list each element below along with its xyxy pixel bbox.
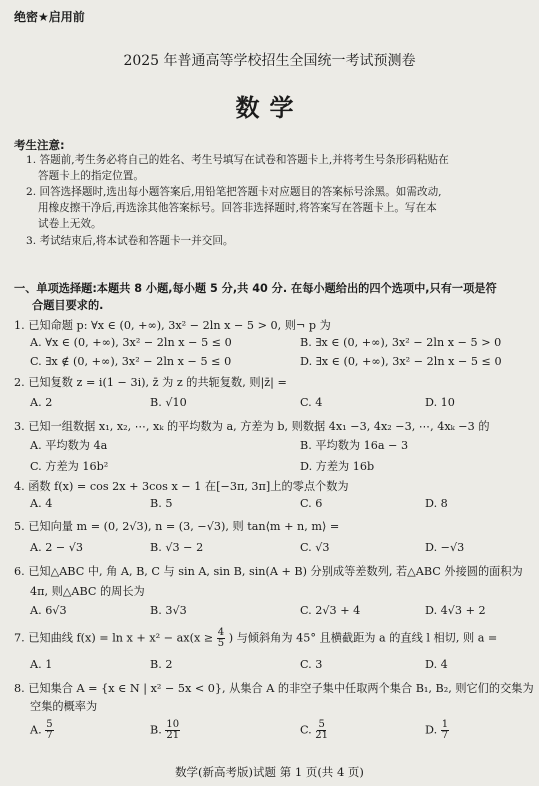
question-1-option-c: C. ∃x ∉ (0, +∞), 3x² − 2ln x − 5 ≤ 0 <box>30 355 232 368</box>
question-8-option-b <box>150 720 180 741</box>
fraction-numerator: 5 <box>318 719 325 730</box>
fraction-numerator: 10 <box>166 719 180 730</box>
question-2-stem: 2. 已知复数 z = i(1 − 3i), z̄ 为 z 的共轭复数, 则|z̄| = <box>14 376 287 389</box>
option-label: B. <box>150 723 162 737</box>
question-5-option-d: D. −√3 <box>425 541 465 554</box>
question-3-option-c: C. 方差为 16b² <box>30 460 109 473</box>
notice-line: 2. 回答选择题时,选出每小题答案后,用铅笔把答题卡对应题目的答案标号涂黑。如需改动, <box>26 186 442 198</box>
question-3-option-d: D. 方差为 16b <box>300 460 375 473</box>
question-6-stem-cont: 4π, 则△ABC 的周长为 <box>30 585 145 598</box>
option-fraction <box>315 720 328 741</box>
question-5-option-c: C. √3 <box>300 541 330 554</box>
question-4-stem: 4. 函数 f(x) = cos 2x + 3cos x − 1 在[−3π, 3π]上的零点个数为 <box>14 480 349 493</box>
question-7-stem <box>14 628 497 649</box>
question-6-option-a: A. 6√3 <box>30 604 67 617</box>
question-6-option-c: C. 2√3 + 4 <box>300 604 361 617</box>
option-fraction <box>165 720 180 741</box>
question-3-option-b: B. 平均数为 16a − 3 <box>300 439 409 452</box>
notice-heading: 考生注意: <box>14 138 65 152</box>
option-label: D. <box>425 723 438 737</box>
question-8-stem-cont: 空集的概率为 <box>30 700 98 713</box>
question-7-option-c: C. 3 <box>300 658 323 671</box>
question-4-option-d: D. 8 <box>425 497 448 510</box>
option-label: A. <box>30 723 42 737</box>
question-5-option-a: A. 2 − √3 <box>30 541 84 554</box>
section-heading: 一、单项选择题:本题共 8 小题,每小题 5 分,共 40 分. 在每小题给出的四个选项中,只有一项是符 <box>14 282 497 295</box>
page-footer: 数学(新高考版)试题 第 1 页(共 4 页) <box>175 765 364 779</box>
question-2-option-c: C. 4 <box>300 396 323 409</box>
question-6-option-b: B. 3√3 <box>150 604 187 617</box>
notice-line: 答题卡上的指定位置。 <box>38 170 144 182</box>
question-5-option-b: B. √3 − 2 <box>150 541 204 554</box>
question-8-option-c <box>300 720 328 741</box>
section-heading-cont: 合题目要求的. <box>32 299 104 312</box>
fraction-numerator: 5 <box>46 719 53 730</box>
notice-line: 3. 考试结束后,将本试卷和答题卡一并交回。 <box>26 235 234 247</box>
question-1-option-b: B. ∃x ∈ (0, +∞), 3x² − 2ln x − 5 > 0 <box>300 336 502 349</box>
question-2-option-b: B. √10 <box>150 396 187 409</box>
question-8-option-d <box>425 720 449 741</box>
fraction-denominator: 7 <box>441 730 449 741</box>
notice-line: 用橡皮擦干净后,再选涂其他答案标号。回答非选择题时,将答案写在答题卡上。写在本 <box>38 202 437 214</box>
question-2-option-a: A. 2 <box>30 396 53 409</box>
question-4-option-b: B. 5 <box>150 497 173 510</box>
option-fraction <box>441 720 449 741</box>
question-1-option-d: D. ∃x ∈ (0, +∞), 3x² − 2ln x − 5 ≤ 0 <box>300 355 502 368</box>
fraction-numerator: 1 <box>441 719 449 730</box>
question-5-stem: 5. 已知向量 m = (0, 2√3), n = (3, −√3), 则 tan⟨m + n, m⟩ = <box>14 520 340 533</box>
notice-line: 1. 答题前,考生务必将自己的姓名、考生号填写在试卷和答题卡上,并将考生号条形码粘贴在 <box>26 154 449 166</box>
question-8-stem: 8. 已知集合 A = {x ∈ N | x² − 5x < 0}, 从集合 A 的非空子集中任取两个集合 B₁, B₂, 则它们的交集为 <box>14 682 534 695</box>
notice-line: 试卷上无效。 <box>38 218 102 230</box>
option-label: C. <box>300 723 312 737</box>
question-6-stem: 6. 已知△ABC 中, 角 A, B, C 与 sin A, sin B, sin(A + B) 分别成等差数列, 若△ABC 外接圆的面积为 <box>14 565 523 578</box>
question-4-option-c: C. 6 <box>300 497 323 510</box>
exam-title: 2025 年普通高等学校招生全国统一考试预测卷 <box>123 53 416 69</box>
question-1-stem: 1. 已知命题 p: ∀x ∈ (0, +∞), 3x² − 2ln x − 5 > 0, 则¬ p 为 <box>14 319 331 332</box>
fraction-denominator: 21 <box>315 730 329 741</box>
question-6-option-d: D. 4√3 + 2 <box>425 604 486 617</box>
question-7-fraction <box>217 628 225 649</box>
fraction-denominator: 21 <box>166 730 180 741</box>
question-4-option-a: A. 4 <box>30 497 53 510</box>
question-3-option-a: A. 平均数为 4a <box>30 439 108 452</box>
subject-title: 数学 <box>235 94 304 122</box>
fraction-numerator: 4 <box>217 627 225 638</box>
question-3-stem: 3. 已知一组数据 x₁, x₂, ⋯, xₖ 的平均数为 a, 方差为 b, 则数据 4x₁ −3, 4x₂ −3, ⋯, 4xₖ −3 的 <box>14 420 490 433</box>
question-2-option-d: D. 10 <box>425 396 455 409</box>
question-7-stem-end: ) 与倾斜角为 45° 且横截距为 a 的直线 l 相切, 则 a = <box>228 631 498 645</box>
question-7-option-d: D. 4 <box>425 658 448 671</box>
question-7-option-a: A. 1 <box>30 658 53 671</box>
fraction-denominator: 5 <box>217 638 225 649</box>
question-1-option-a: A. ∀x ∈ (0, +∞), 3x² − 2ln x − 5 ≤ 0 <box>30 336 232 349</box>
confidential-label: 绝密★启用前 <box>14 10 85 24</box>
question-8-option-a <box>30 720 54 741</box>
option-fraction <box>45 720 53 741</box>
question-7-option-b: B. 2 <box>150 658 173 671</box>
question-7-stem-start: 7. 已知曲线 f(x) = ln x + x² − ax(x ≥ <box>14 631 214 645</box>
fraction-denominator: 7 <box>46 730 53 741</box>
